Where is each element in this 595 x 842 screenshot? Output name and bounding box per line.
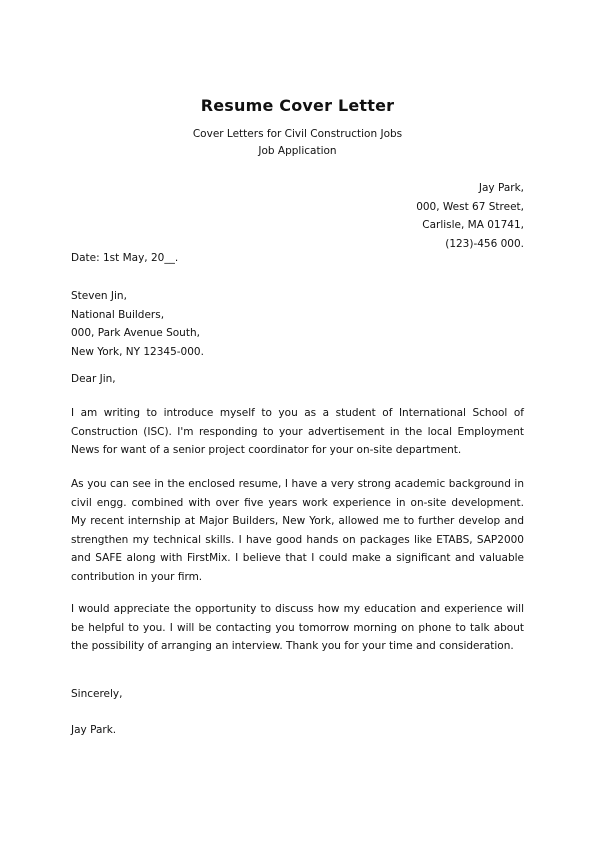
body-paragraph-closing-request: I would appreciate the opportunity to discuss how my education and experience will be helpful to you. I will be contacting you tomorrow morning on phone to talk about the possibility of arranging an interview. Thank you for your time and consideration.	[71, 603, 524, 652]
recipient-name: Steven Jin,	[71, 290, 127, 302]
salutation: Dear Jin,	[71, 373, 116, 385]
document-subtitle: Cover Letters for Civil Construction Jobs	[192, 128, 403, 140]
recipient-city: New York, NY 12345-000.	[71, 345, 204, 358]
body-paragraph-introduction: I am writing to introduce myself to you as a student of International School of Construction (ISC). I'm responding to your advertisement in the local Employment News for want of a senior project coordinator for your on-site department.	[71, 407, 524, 456]
letter-date: Date: 1st May, 20__.	[71, 252, 179, 264]
recipient-street: 000, Park Avenue South,	[71, 327, 200, 339]
signature-name: Jay Park.	[71, 724, 117, 736]
sender-name: Jay Park,	[478, 182, 524, 194]
recipient-address-block	[71, 287, 204, 361]
sender-city: Carlisle, MA 01741,	[422, 219, 524, 231]
complimentary-close: Sincerely,	[71, 688, 123, 700]
sender-address-block	[416, 179, 524, 253]
sender-phone: (123)-456 000.	[445, 237, 524, 250]
document-subtitle-secondary: Job Application	[258, 145, 337, 157]
recipient-company: National Builders,	[71, 308, 165, 321]
body-paragraph-background: As you can see in the enclosed resume, I have a very strong academic background in civil engg. combined with over five years work experience in on-site development. My recent internship at Major Builders, New York, allowed me to further develop and strengthen my technical skills. I have good hands on packages like ETABS, SAP2000 and SAFE along with FirstMix. I believe that I could make a significant and valuable contribution in your firm.	[71, 478, 524, 583]
sender-street: 000, West 67 Street,	[416, 200, 524, 213]
document-title: Resume Cover Letter	[200, 96, 395, 115]
